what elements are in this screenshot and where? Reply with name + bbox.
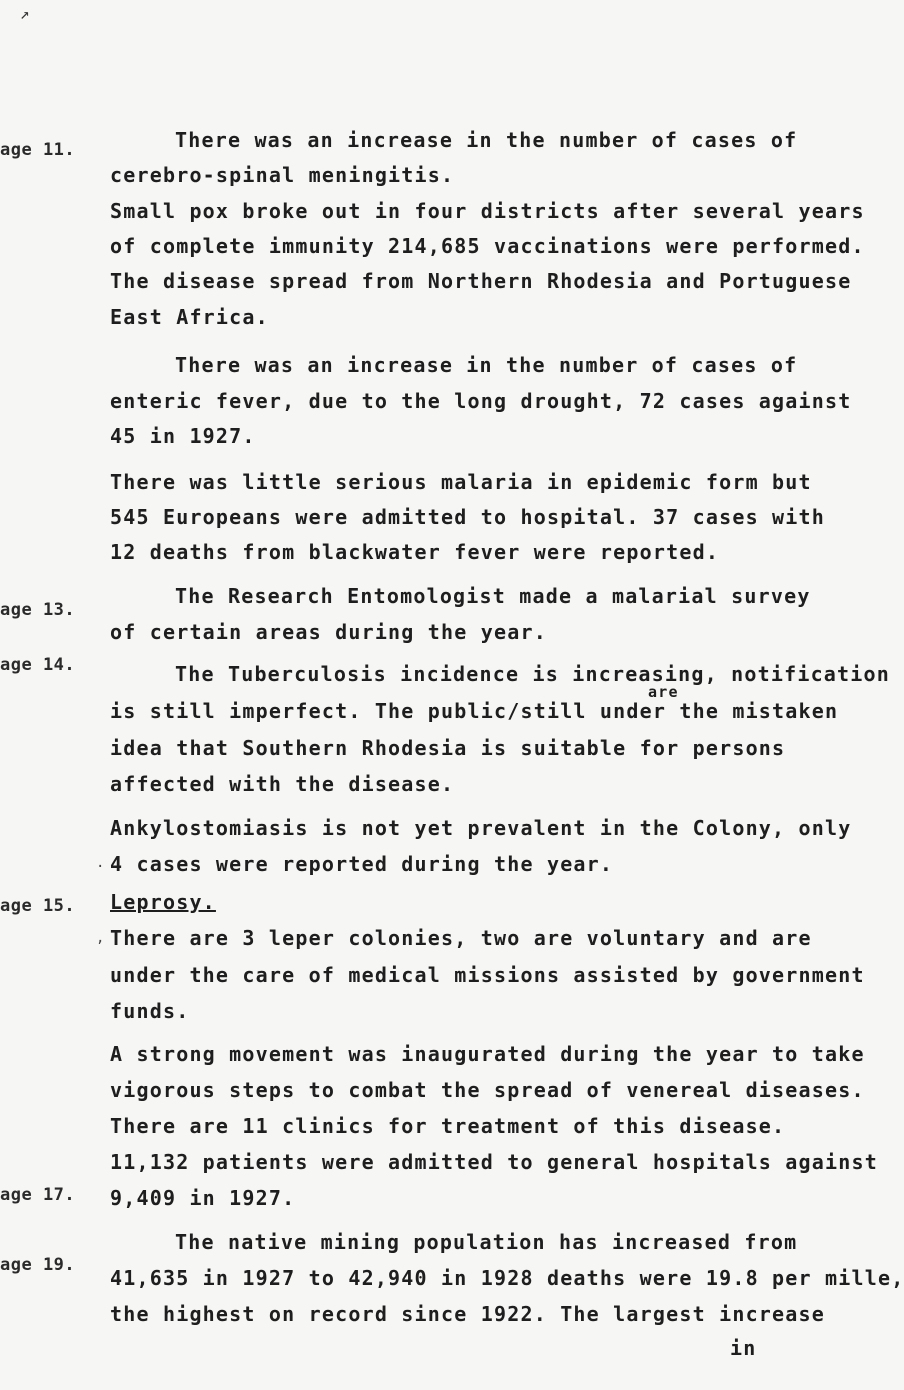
text-line: enteric fever, due to the long drought, 72 cases against: [110, 389, 852, 413]
margin-note: age 15.: [0, 896, 76, 916]
text-line: Ankylostomiasis is not yet prevalent in the Colony, only: [110, 816, 852, 840]
text-line-insert: are: [648, 683, 679, 701]
text-line: vigorous steps to combat the spread of venereal diseases.: [110, 1078, 865, 1102]
text-line: Small pox broke out in four districts after several years: [110, 199, 865, 223]
text-line: 41,635 in 1927 to 42,940 in 1928 deaths were 19.8 per mille,: [110, 1266, 904, 1290]
margin-note: age 14.: [0, 655, 76, 675]
text-line: cerebro-spinal meningitis.: [110, 163, 455, 187]
margin-note: age 17.: [0, 1185, 76, 1205]
text-line: affected with the disease.: [110, 772, 455, 796]
margin-note: age 13.: [0, 600, 76, 620]
text-line: funds.: [110, 999, 190, 1023]
margin-dot: .: [96, 855, 105, 871]
text-line: 545 Europeans were admitted to hospital. 37 cases with: [110, 505, 826, 529]
text-line: 11,132 patients were admitted to general hospitals against: [110, 1150, 878, 1174]
text-line: A strong movement was inaugurated during the year to take: [110, 1042, 865, 1066]
text-line: There was little serious malaria in epidemic form but: [110, 470, 812, 494]
margin-note: age 11.: [0, 140, 76, 160]
text-line: There was an increase in the number of cases of: [175, 128, 798, 152]
text-line: of certain areas during the year.: [110, 620, 547, 644]
text-line: of complete immunity 214,685 vaccinations were performed.: [110, 234, 865, 258]
margin-dot: ,: [96, 930, 105, 946]
text-line: The disease spread from Northern Rhodesia and Portuguese: [110, 269, 852, 293]
text-line: 12 deaths from blackwater fever were reported.: [110, 540, 720, 564]
text-line: is still imperfect. The public/still under the mistaken: [110, 699, 839, 723]
text-line: There are 11 clinics for treatment of this disease.: [110, 1114, 786, 1138]
section-heading: Leprosy.: [110, 890, 216, 914]
text-line: The native mining population has increased from: [175, 1230, 798, 1254]
text-line: The Research Entomologist made a malarial survey: [175, 584, 811, 608]
text-line: There was an increase in the number of cases of: [175, 353, 798, 377]
margin-note: age 19.: [0, 1255, 76, 1275]
text-line: The Tuberculosis incidence is increasing, notification: [175, 662, 891, 686]
tick-mark: ↗: [20, 4, 30, 23]
text-line: 45 in 1927.: [110, 424, 256, 448]
text-line: 4 cases were reported during the year.: [110, 852, 614, 876]
text-line: East Africa.: [110, 305, 269, 329]
text-line: in: [730, 1336, 757, 1360]
text-line: the highest on record since 1922. The largest increase: [110, 1302, 826, 1326]
text-line: 9,409 in 1927.: [110, 1186, 296, 1210]
text-line: under the care of medical missions assisted by government: [110, 963, 865, 987]
text-line: There are 3 leper colonies, two are voluntary and are: [110, 926, 812, 950]
text-line: idea that Southern Rhodesia is suitable for persons: [110, 736, 786, 760]
